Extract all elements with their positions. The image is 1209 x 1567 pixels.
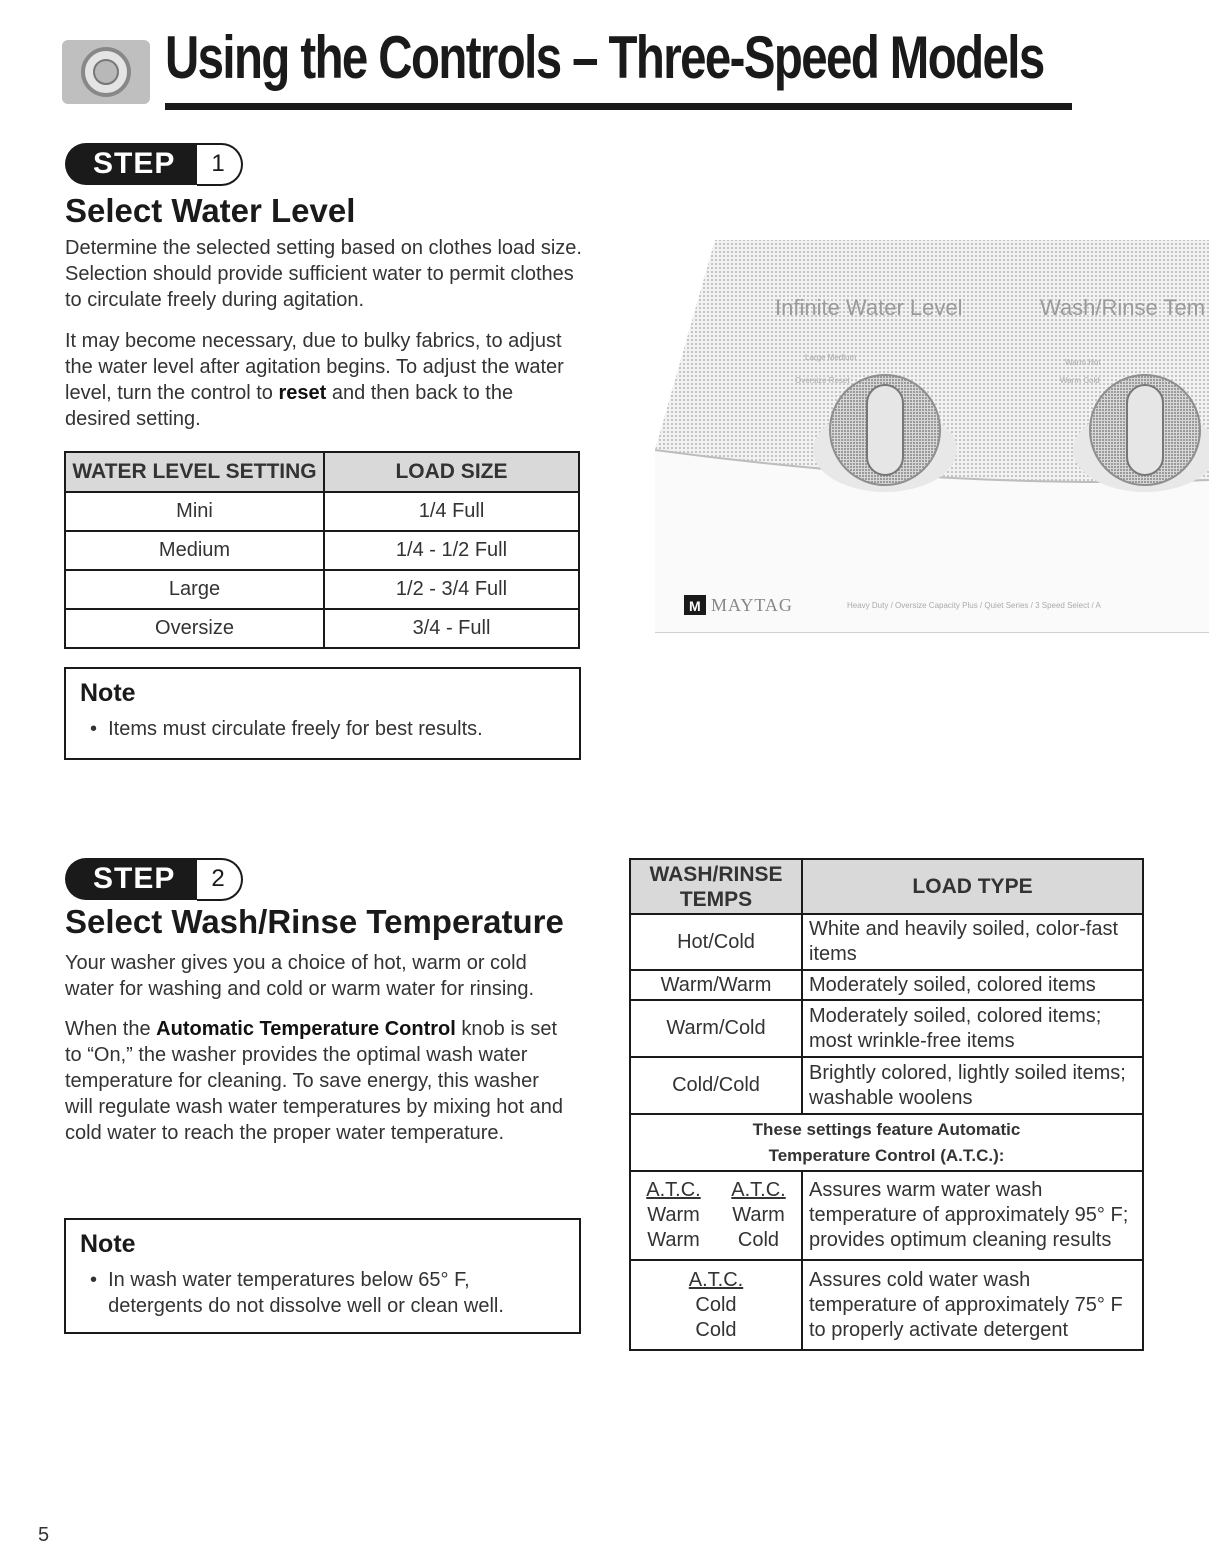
maytag-brand: MAYTAG	[711, 595, 793, 615]
water-level-table	[64, 451, 580, 649]
table-cell: Warm/Warm	[630, 970, 802, 1000]
wash-rinse-intro: Your washer gives you a choice of hot, warm or cold water for washing and cold or warm water for rinsing.	[65, 952, 535, 1000]
table-row	[65, 531, 579, 570]
note-text: • Items must circulate freely for best results.	[90, 718, 483, 740]
table-cell: Large	[65, 570, 324, 609]
control-panel-illustration	[655, 235, 1209, 633]
atc-cold-settings: A.T.C. Cold Cold	[630, 1260, 802, 1350]
table-row	[630, 1171, 1143, 1260]
svg-text:Warm Cold: Warm Cold	[1060, 376, 1100, 385]
table-cell: Brightly colored, lightly soiled items; washable woolens	[802, 1057, 1143, 1114]
step-1-badge	[65, 143, 243, 186]
note-title: Note	[80, 679, 136, 707]
svg-text:M: M	[689, 598, 701, 614]
table-cell: Oversize	[65, 609, 324, 648]
table-cell: Hot/Cold	[630, 914, 802, 970]
water-level-intro: Determine the selected setting based on clothes load size. Selection should provide sufficient water to permit clothes to circulate freely during agitation.	[65, 237, 582, 311]
table-row	[630, 1260, 1143, 1350]
table-cell: Moderately soiled, colored items	[802, 970, 1143, 1000]
table-cell: 1/4 Full	[324, 492, 579, 531]
note-box-water-level	[64, 667, 581, 760]
column-header: WATER LEVEL SETTING	[65, 452, 324, 492]
step-number: 1	[197, 143, 242, 186]
table-cell: Warm/Cold	[630, 1000, 802, 1057]
table-row	[630, 914, 1143, 970]
section-title-water-level: Select Water Level	[65, 192, 356, 229]
step-2-badge	[65, 858, 243, 901]
table-row	[630, 970, 1143, 1000]
atc-warm-settings: A.T.C. Warm Warm A.T.C. Warm Cold	[630, 1171, 802, 1260]
table-row	[65, 609, 579, 648]
table-cell: 3/4 - Full	[324, 609, 579, 648]
atc-banner: These settings feature Automatic Temperature Control (A.T.C.):	[630, 1114, 1143, 1171]
note-box-wash-temp	[64, 1218, 581, 1334]
table-cell: 1/4 - 1/2 Full	[324, 531, 579, 570]
atc-banner-row	[630, 1114, 1143, 1171]
note-text: • In wash water temperatures below 65° F, detergents do not dissolve well or clean well.	[90, 1269, 504, 1317]
section-title-wash-rinse: Select Wash/Rinse Temperature	[65, 903, 564, 940]
panel-label-water-level: Infinite Water Level	[775, 295, 963, 320]
table-cell: Cold/Cold	[630, 1057, 802, 1114]
table-cell: Mini	[65, 492, 324, 531]
step-label: STEP	[65, 858, 197, 900]
table-header-row	[630, 859, 1143, 914]
table-row	[630, 1057, 1143, 1114]
table-cell: White and heavily soiled, color-fast items	[802, 914, 1143, 970]
title-rule	[165, 103, 1072, 110]
svg-text:Large Medium: Large Medium	[805, 353, 857, 362]
atc-paragraph: When the Automatic Temperature Control knob is set to “On,” the washer provides the optimal wash water temperature for cleaning. To save energy, this washer will regulate wash water temperatures by mixing hot and cold water to reach the proper water temperature.	[65, 1018, 564, 1144]
column-header: LOAD TYPE	[802, 859, 1143, 914]
water-level-adjust-paragraph: It may become necessary, due to bulky fabrics, to adjust the water level after agitation begins. To adjust the water level, turn the control to reset and then back to the desired setting.	[65, 330, 564, 430]
table-cell: Assures cold water wash temperature of approximately 75° F to properly activate detergent	[802, 1260, 1143, 1350]
panel-label-wash-rinse: Wash/Rinse Tem	[1040, 295, 1206, 320]
column-header: WASH/RINSE TEMPS	[630, 859, 802, 914]
page-number: 5	[38, 1524, 50, 1546]
step-label: STEP	[65, 143, 197, 185]
table-cell: Medium	[65, 531, 324, 570]
panel-tagline: Heavy Duty / Oversize Capacity Plus / Quiet Series / 3 Speed Select / A	[847, 601, 1101, 610]
table-row	[630, 1000, 1143, 1057]
page-title: Using the Controls – Three-Speed Models	[165, 24, 1044, 91]
column-header: LOAD SIZE	[324, 452, 579, 492]
svg-text:Warm Hot: Warm Hot	[1065, 358, 1101, 367]
table-row	[65, 570, 579, 609]
table-row	[65, 492, 579, 531]
table-cell: Moderately soiled, colored items; most wrinkle-free items	[802, 1000, 1143, 1057]
wash-rinse-table	[629, 858, 1144, 1351]
table-header-row	[65, 452, 579, 492]
svg-text:Oversize Reset: Oversize Reset	[795, 376, 850, 385]
step-number: 2	[197, 858, 242, 901]
note-title: Note	[80, 1230, 136, 1258]
control-knob-icon	[62, 40, 150, 104]
table-cell: Assures warm water wash temperature of approximately 95° F; provides optimum cleaning results	[802, 1171, 1143, 1260]
table-cell: 1/2 - 3/4 Full	[324, 570, 579, 609]
